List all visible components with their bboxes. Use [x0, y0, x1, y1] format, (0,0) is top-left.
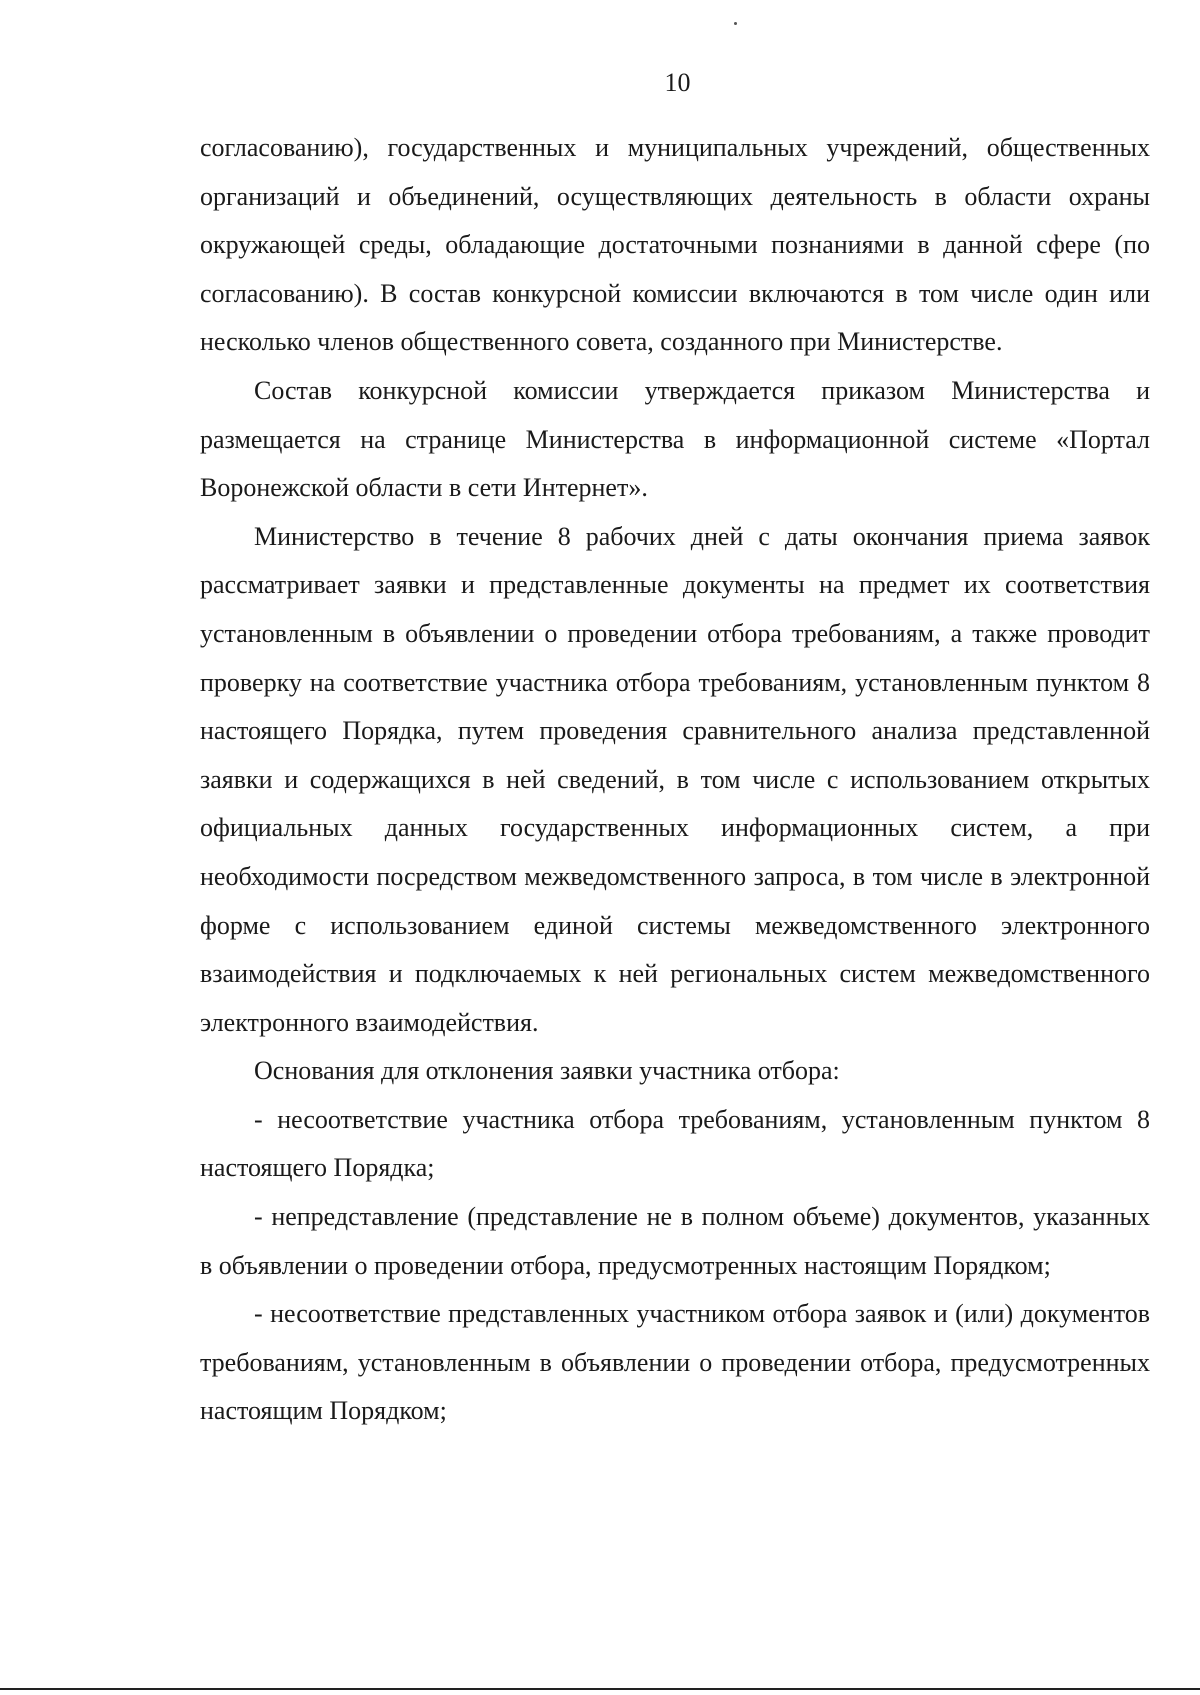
paragraph-rejection-grounds: Основания для отклонения заявки участника отбора: [254, 1056, 840, 1086]
page-number: 10 [664, 68, 691, 97]
list-item-noncompliance-participant: - несоответствие участника отбора требованиям, установленным пунктом 8 настоящего Порядка; [200, 1104, 1150, 1183]
list-item-missing-documents: - непредставление (представление не в полном объеме) документов, указанных в объявлении о проведении отбора, предусмотренных настоящим Порядком; [200, 1202, 1150, 1280]
scan-speck [734, 22, 737, 25]
list-item-noncompliance-documents: - несоответствие представленных участником отбора заявок и (или) документов требованиям, установленным в объявлении о проведении отбора, предусмотренных настоящим Порядком; [200, 1299, 1150, 1426]
paragraph-commission-members: согласованию), государственных и муниципальных учреждений, общественных организаций и объединений, осуществляющих деятельность в области охраны окружающей среды, обладающие достаточными познаниями в данной сфере (по согласованию). В состав конкурсной комиссии включаются в том числе один или несколько членов общественного совета, созданного при Министерстве. [200, 133, 1150, 357]
page-bottom-rule [0, 1688, 1200, 1690]
paragraph-ministry-review: Министерство в течение 8 рабочих дней с даты окончания приема заявок рассматривает заявки и представленные документы на предмет их соответствия установленным в объявлении о проведении отбора требованиям, а также проводит проверку на соответствие участника отбора требованиям, установленным пунктом 8 настоящего Порядка, путем проведения сравнительного анализа представленной заявки и содержащихся в ней сведений, в том числе с использованием открытых официальных данных государственных информационных систем, а при необходимости посредством межведомственного запроса, в том числе в электронной форме с использованием единой системы межведомственного электронного взаимодействия и подключаемых к ней региональных систем межведомственного электронного взаимодействия. [200, 521, 1150, 1037]
document-body [200, 124, 1150, 1436]
paragraph-commission-approval: Состав конкурсной комиссии утверждается приказом Министерства и размещается на странице Министерства в информационной системе «Портал Воронежской области в сети Интернет». [200, 375, 1150, 503]
